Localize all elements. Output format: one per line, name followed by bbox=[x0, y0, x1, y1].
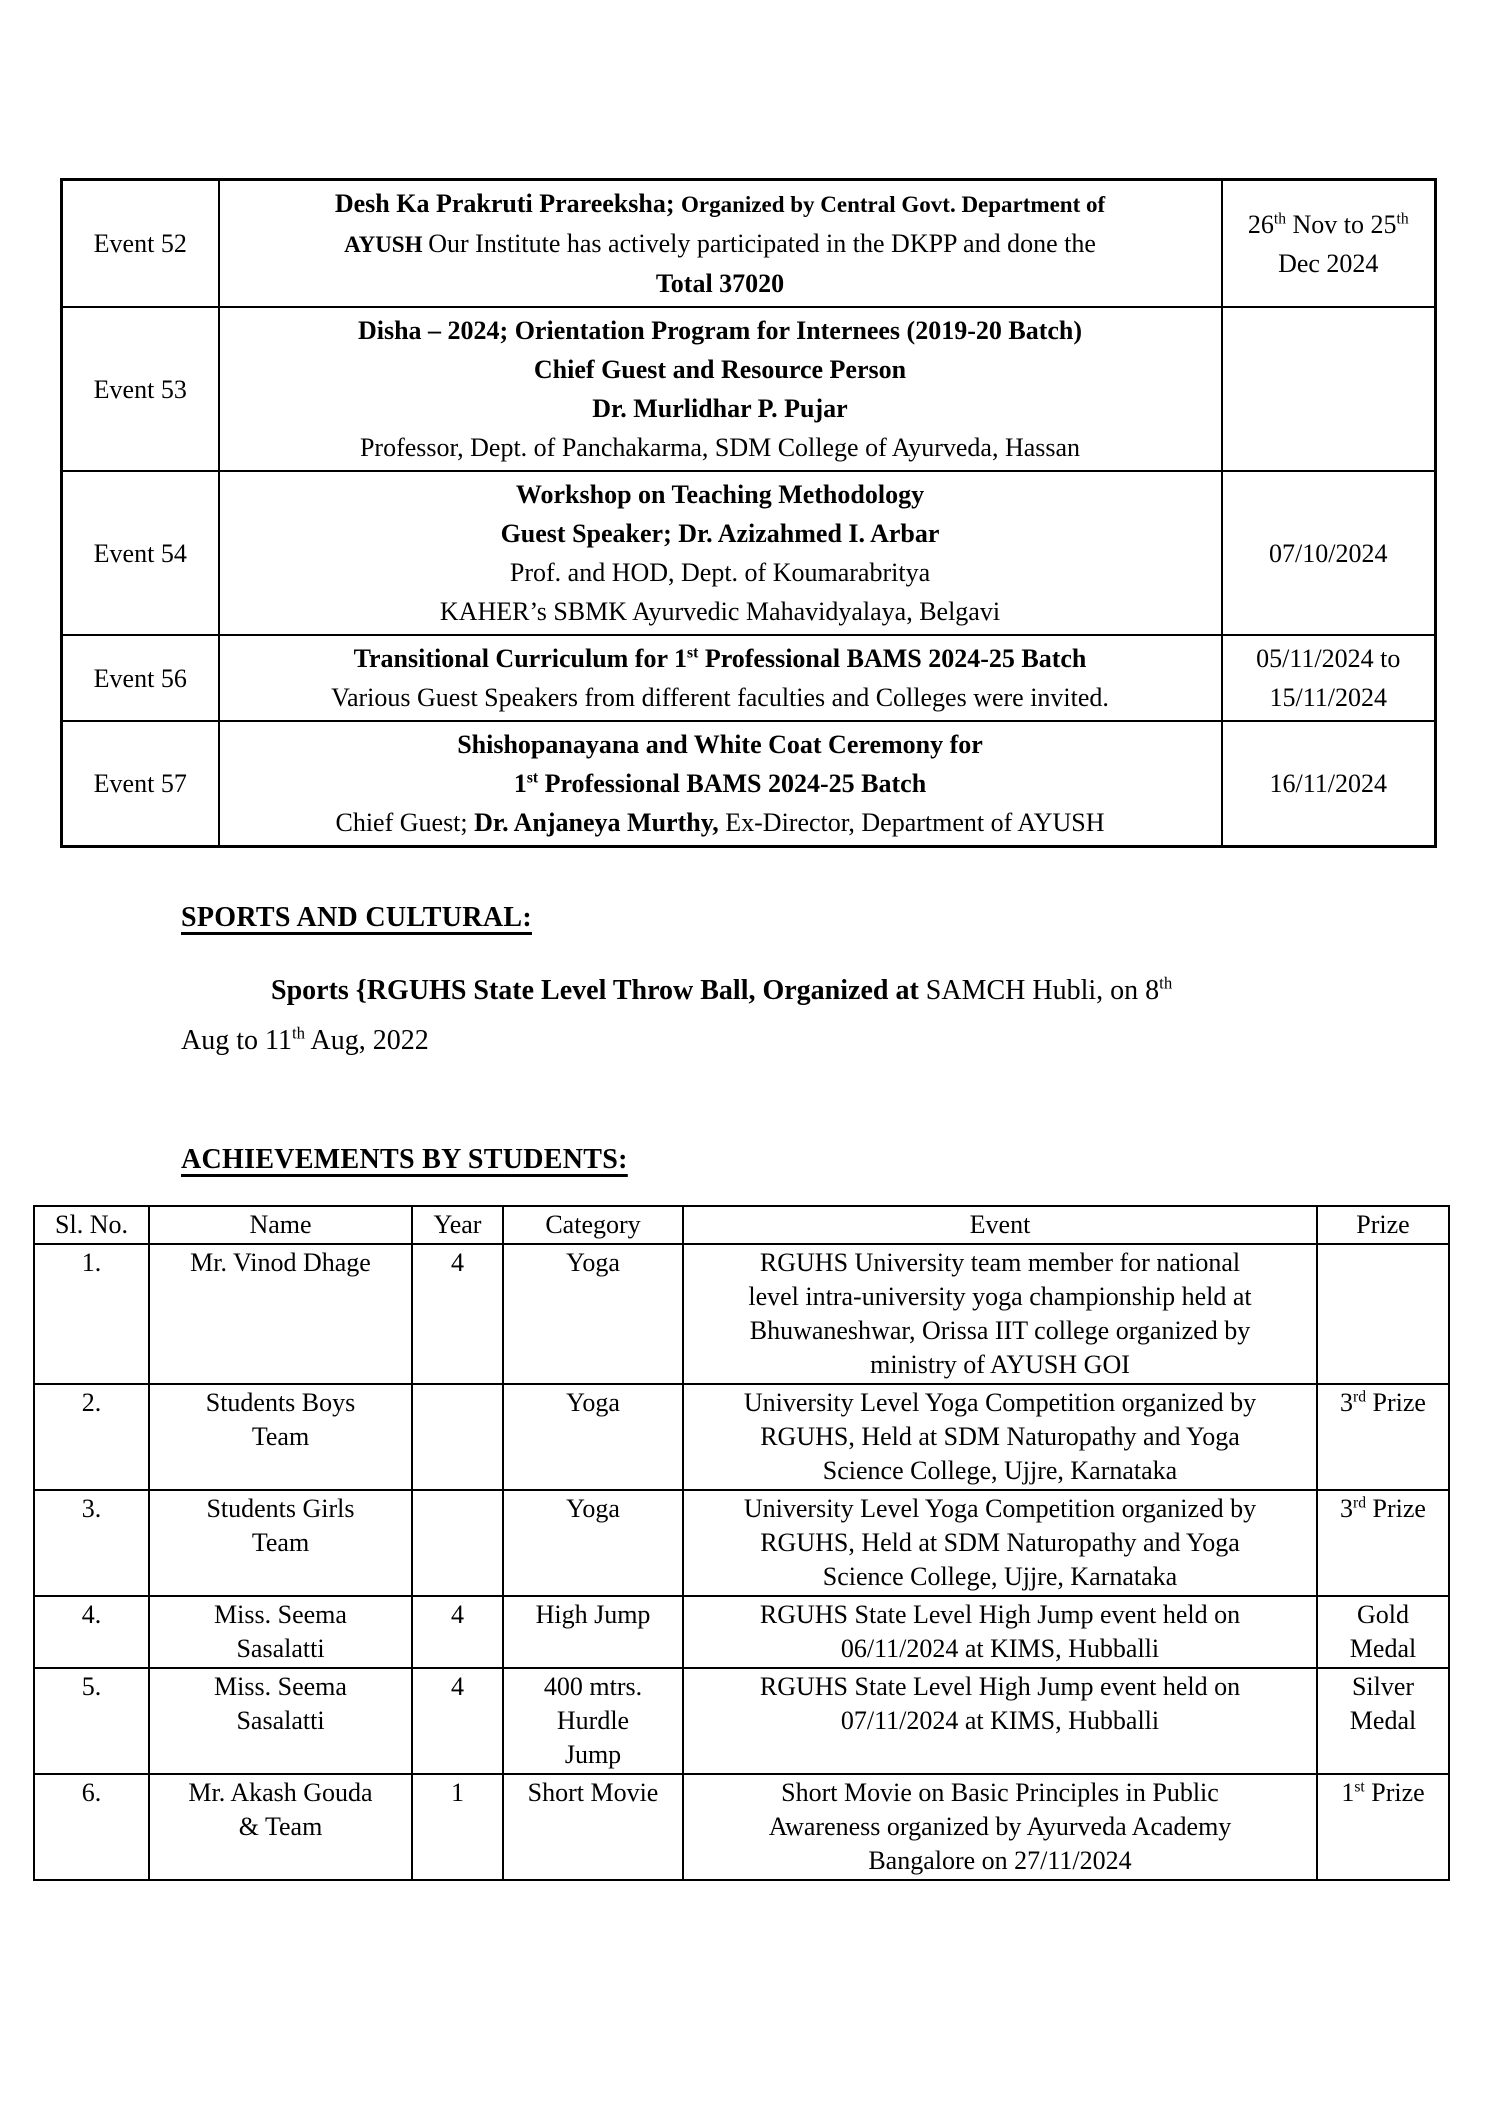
event-cell: University Level Yoga Competition organized by RGUHS, Held at SDM Naturopathy and Yoga Science College, Ujjre, Karnataka bbox=[683, 1490, 1317, 1596]
event-cell: University Level Yoga Competition organized by RGUHS, Held at SDM Naturopathy and Yoga Science College, Ujjre, Karnataka bbox=[683, 1384, 1317, 1490]
events-table bbox=[60, 178, 1437, 848]
prize-cell: 1st Prize bbox=[1317, 1774, 1449, 1880]
prize-cell: Gold Medal bbox=[1317, 1596, 1449, 1668]
name-cell: Miss. Seema Sasalatti bbox=[149, 1668, 412, 1774]
column-header-category: Category bbox=[503, 1206, 683, 1244]
event-row bbox=[62, 471, 1436, 635]
event-cell: RGUHS University team member for national level intra-university yoga championship held at Bhuwaneshwar, Orissa IIT college organized by ministry of AYUSH GOI bbox=[683, 1244, 1317, 1384]
prize-cell: 3rd Prize bbox=[1317, 1490, 1449, 1596]
name-cell: Mr. Akash Gouda & Team bbox=[149, 1774, 412, 1880]
event-row bbox=[62, 635, 1436, 721]
achievement-row bbox=[34, 1668, 1449, 1774]
event-description: Transitional Curriculum for 1st Professional BAMS 2024-25 Batch Various Guest Speakers from different faculties and Colleges were invited. bbox=[219, 635, 1222, 721]
column-header-event: Event bbox=[683, 1206, 1317, 1244]
achievements-header-row bbox=[34, 1206, 1449, 1244]
prize-cell: Silver Medal bbox=[1317, 1668, 1449, 1774]
event-label: Event 57 bbox=[62, 721, 219, 847]
category-cell: 400 mtrs. Hurdle Jump bbox=[503, 1668, 683, 1774]
sl-cell: 3. bbox=[34, 1490, 149, 1596]
sl-cell: 6. bbox=[34, 1774, 149, 1880]
event-date bbox=[1222, 307, 1436, 471]
column-header-sl-no: Sl. No. bbox=[34, 1206, 149, 1244]
achievement-row bbox=[34, 1774, 1449, 1880]
event-label: Event 54 bbox=[62, 471, 219, 635]
year-cell: 4 bbox=[412, 1244, 503, 1384]
event-date: 26th Nov to 25th Dec 2024 bbox=[1222, 180, 1436, 308]
event-date: 07/10/2024 bbox=[1222, 471, 1436, 635]
column-header-name: Name bbox=[149, 1206, 412, 1244]
achievement-row bbox=[34, 1244, 1449, 1384]
events-table-body bbox=[62, 180, 1436, 847]
achievements-table-head bbox=[34, 1206, 1449, 1244]
event-date: 16/11/2024 bbox=[1222, 721, 1436, 847]
category-cell: High Jump bbox=[503, 1596, 683, 1668]
sl-cell: 2. bbox=[34, 1384, 149, 1490]
year-cell bbox=[412, 1384, 503, 1490]
event-row bbox=[62, 180, 1436, 308]
year-cell bbox=[412, 1490, 503, 1596]
prize-cell bbox=[1317, 1244, 1449, 1384]
name-cell: Miss. Seema Sasalatti bbox=[149, 1596, 412, 1668]
column-header-prize: Prize bbox=[1317, 1206, 1449, 1244]
sl-cell: 1. bbox=[34, 1244, 149, 1384]
sports-heading: SPORTS AND CULTURAL: bbox=[181, 902, 532, 933]
sports-paragraph: Sports {RGUHS State Level Throw Ball, Organized at SAMCH Hubli, on 8th Aug to 11th Aug, 2022 bbox=[181, 973, 1173, 1056]
event-description: Workshop on Teaching Methodology Guest Speaker; Dr. Azizahmed I. Arbar Prof. and HOD, Dept. of Koumarabritya KAHER’s SBMK Ayurvedic Mahavidyalaya, Belgavi bbox=[219, 471, 1222, 635]
event-row bbox=[62, 307, 1436, 471]
event-label: Event 56 bbox=[62, 635, 219, 721]
event-row bbox=[62, 721, 1436, 847]
name-cell: Students Boys Team bbox=[149, 1384, 412, 1490]
event-label: Event 53 bbox=[62, 307, 219, 471]
category-cell: Yoga bbox=[503, 1490, 683, 1596]
achievement-row bbox=[34, 1490, 1449, 1596]
event-description: Disha – 2024; Orientation Program for Internees (2019-20 Batch) Chief Guest and Resource Person Dr. Murlidhar P. Pujar Professor, Dept. of Panchakarma, SDM College of Ayurveda, Hassan bbox=[219, 307, 1222, 471]
event-description: Shishopanayana and White Coat Ceremony for 1st Professional BAMS 2024-25 Batch Chief Guest; Dr. Anjaneya Murthy, Ex-Director, Department of AYUSH bbox=[219, 721, 1222, 847]
event-label: Event 52 bbox=[62, 180, 219, 308]
year-cell: 4 bbox=[412, 1668, 503, 1774]
name-cell: Students Girls Team bbox=[149, 1490, 412, 1596]
event-cell: RGUHS State Level High Jump event held on 07/11/2024 at KIMS, Hubballi bbox=[683, 1668, 1317, 1774]
achievement-row bbox=[34, 1384, 1449, 1490]
category-cell: Short Movie bbox=[503, 1774, 683, 1880]
name-cell: Mr. Vinod Dhage bbox=[149, 1244, 412, 1384]
event-description: Desh Ka Prakruti Prareeksha; Organized by Central Govt. Department of AYUSH Our Institute has actively participated in the DKPP and done the Total 37020 bbox=[219, 180, 1222, 308]
sl-cell: 5. bbox=[34, 1668, 149, 1774]
event-cell: RGUHS State Level High Jump event held on 06/11/2024 at KIMS, Hubballi bbox=[683, 1596, 1317, 1668]
year-cell: 1 bbox=[412, 1774, 503, 1880]
achievements-heading: ACHIEVEMENTS BY STUDENTS: bbox=[181, 1144, 628, 1175]
category-cell: Yoga bbox=[503, 1384, 683, 1490]
achievement-row bbox=[34, 1596, 1449, 1668]
year-cell: 4 bbox=[412, 1596, 503, 1668]
achievements-table-body bbox=[34, 1244, 1449, 1880]
column-header-year: Year bbox=[412, 1206, 503, 1244]
category-cell: Yoga bbox=[503, 1244, 683, 1384]
event-date: 05/11/2024 to 15/11/2024 bbox=[1222, 635, 1436, 721]
sl-cell: 4. bbox=[34, 1596, 149, 1668]
event-cell: Short Movie on Basic Principles in Public Awareness organized by Ayurveda Academy Bangalore on 27/11/2024 bbox=[683, 1774, 1317, 1880]
prize-cell: 3rd Prize bbox=[1317, 1384, 1449, 1490]
achievements-table bbox=[33, 1205, 1450, 1881]
